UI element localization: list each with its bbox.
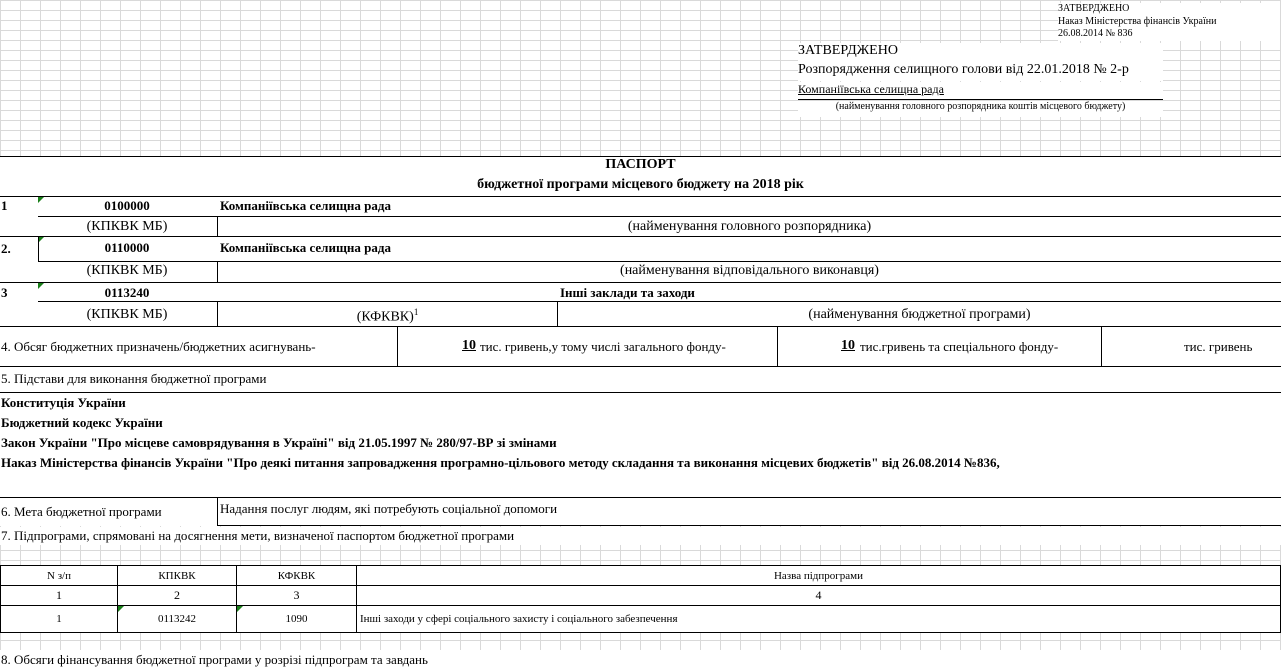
name-caption-2: (найменування відповідального виконавця) [620,263,879,278]
cell-marker-icon [118,606,124,612]
item4-text-unit: тис. гривень [1184,339,1253,354]
ministry-order-date: 26.08.2014 № 836 [1058,28,1133,39]
code-caption-1: (КПКВК МБ) [86,219,168,234]
program-name-2: Компаніївська селищна рада [220,240,391,255]
approval-organization: Компаніївська селищна рада [798,82,1163,99]
item7-label: 7. Підпрограми, спрямовані на досягнення мети, визначеної паспортом бюджетної програми [1,528,515,543]
kfkvk-caption-text: (КФКВК) [356,309,414,325]
program-name-3: Інші заклади та заходи [560,285,695,300]
approval-order: Розпорядження селищного голови від 22.01.2018 № 2-р [798,62,1163,81]
row-number-3: 3 [1,285,8,300]
basis-3: Закон України "Про місцеве самоврядування в Україні" від 21.05.1997 № 280/97-ВР зі змінами [1,435,557,450]
basis-4: Наказ Міністерства фінансів України "Про деякі питання запровадження програмно-цільового методу складання та виконання місцевих бюджетів" від 26.08.2014 №836, [1,455,1000,470]
row-number-1: 1 [1,198,8,213]
header-kfkvk: КФКВК [237,566,357,586]
ministry-approval-title: ЗАТВЕРДЖЕНО [1058,3,1130,14]
kfkvk-cell [237,606,357,633]
kpkvk-cell [118,606,237,633]
table-header-row [1,566,1281,586]
basis-1: Конституція України [1,395,126,410]
subprogram-name-cell: Інші заходи у сфері соціального захисту і соціального забезпечення [357,606,1281,633]
item8-label: 8. Обсяги фінансування бюджетної програми у розрізі підпрограм та завдань [1,652,428,667]
cell-marker-icon [237,606,243,612]
header-subprogram-name: Назва підпрограми [357,566,1281,586]
program-name-1: Компаніївська селищна рада [220,198,391,213]
item5-label: 5. Підстави для виконання бюджетної програми [1,371,267,386]
approval-title: ЗАТВЕРДЖЕНО [798,43,1163,62]
item4-text-special: тис.гривень та спеціального фонду- [860,339,1059,354]
passport-subtitle: бюджетної програми місцевого бюджету на 2018 рік [477,177,804,192]
subprograms-table [0,565,1281,633]
index-cell: 4 [357,586,1281,606]
approval-org-caption: (найменування головного розпорядника коштів місцевого бюджету) [798,101,1163,117]
index-cell: 1 [1,586,118,606]
item4-label: 4. Обсяг бюджетних призначень/бюджетних асигнувань- [1,339,316,354]
name-caption-1: (найменування головного розпорядника) [627,219,872,234]
index-cell: 2 [118,586,237,606]
program-goal: Надання послуг людям, які потребують соціальної допомоги [220,501,558,516]
item6-label: 6. Мета бюджетної програми [1,504,162,519]
code-caption-3: (КПКВК МБ) [86,307,168,322]
kpkvk-value: 0113242 [157,613,197,625]
basis-2: Бюджетний кодекс України [1,415,163,430]
kfkvk-value: 1090 [285,613,308,625]
table-index-row [1,586,1281,606]
kfkvk-footnote-mark: 1 [413,307,419,317]
kfkvk-caption [218,307,557,326]
program-code-3: 0113240 [104,285,150,300]
item4-text-general: тис. гривень,у тому числі загального фонду- [480,339,726,354]
index-cell: 3 [237,586,357,606]
passport-title: ПАСПОРТ [605,157,676,172]
row-number-2: 2. [1,241,11,256]
total-amount: 10 [462,338,476,353]
ministry-order-name: Наказ Міністерства фінансів України [1058,15,1217,27]
header-number: N з/п [1,566,118,586]
program-code-1: 0100000 [104,198,150,213]
code-caption-2: (КПКВК МБ) [86,263,168,278]
program-code-2: 0110000 [104,240,150,255]
name-caption-3: (найменування бюджетної програми) [808,307,1031,322]
ministry-approval-block [1058,3,1280,41]
general-fund-amount: 10 [841,338,855,353]
row-number-cell: 1 [1,606,118,633]
header-kpkvk: КПКВК [118,566,237,586]
table-row [1,606,1281,633]
